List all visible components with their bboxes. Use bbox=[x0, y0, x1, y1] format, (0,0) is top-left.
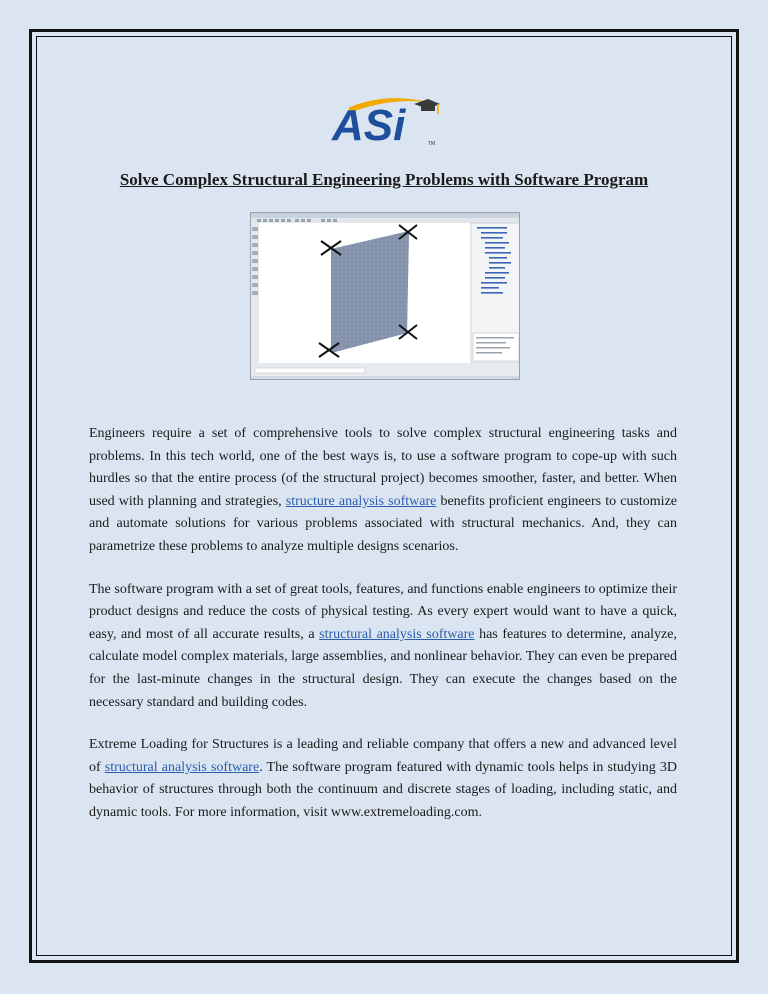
structural-analysis-software-link-2[interactable]: structural analysis software bbox=[104, 759, 260, 775]
software-screenshot-image bbox=[250, 212, 520, 380]
logo-trademark: TM bbox=[428, 141, 436, 146]
paragraph-1: Engineers require a set of comprehensive tools to solve complex structural engineering tasks and problems. In this tech world, one of the best ways is, to use a software program to cope-up with such hurdles so that the entire process (of the structural project) becomes smoother, faster, and better. When used with planning and strategies, structure analysis software benefits proficient engineers to customize and automate solutions for various problems associated with structural mechanics. And, they can parametrize these problems to analyze multiple designs scenarios. bbox=[89, 426, 677, 554]
paragraph-2: The software program with a set of great tools, features, and functions enable engineers to optimize their product designs and reduce the costs of physical testing. As every expert would want to have a quick, easy, and most of all accurate results, a structural analysis software has features to determine, analyze, calculate model complex materials, large assemblies, and nonlinear behavior. They can even be prepared for the last-minute changes in the structural design. They can execute the changes based on the necessary standard and building codes. bbox=[89, 581, 677, 710]
asi-logo bbox=[328, 90, 442, 146]
page-title: Solve Complex Structural Engineering Problems with Software Program bbox=[119, 170, 649, 189]
logo-text: ASi bbox=[332, 101, 406, 146]
paragraph-3: Extreme Loading for Structures is a leading and reliable company that offers a new and advanced level of structural analysis software. The software program featured with dynamic tools helps in studying 3D behavior of structures through both the continuum and discrete stages of loading, including static, and dynamic tools. For more information, visit www.extremeloading.com. bbox=[89, 737, 677, 820]
structure-analysis-software-link[interactable]: structure analysis software bbox=[285, 493, 437, 509]
article-body bbox=[89, 423, 677, 845]
structural-analysis-software-link[interactable]: structural analysis software bbox=[319, 626, 475, 642]
